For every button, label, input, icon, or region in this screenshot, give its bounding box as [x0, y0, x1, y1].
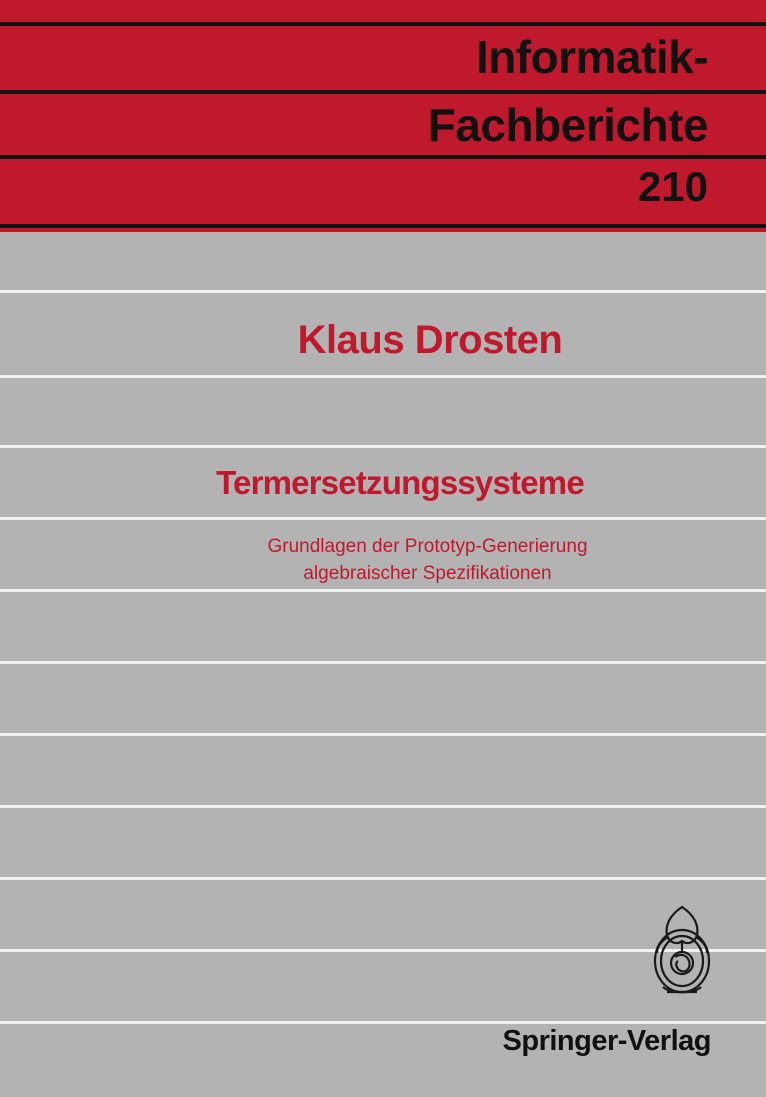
band-rule-second — [0, 90, 766, 94]
book-subtitle — [140, 533, 715, 587]
cover-rule — [0, 1021, 766, 1024]
series-title-line-1: Informatik- — [475, 31, 708, 83]
series-band — [0, 0, 766, 232]
band-rule-third — [0, 155, 766, 159]
book-title: Termersetzungssysteme — [216, 464, 584, 501]
cover-rule — [0, 661, 766, 664]
book-subtitle-line-1: Grundlagen der Prototyp-Generierung — [267, 536, 588, 557]
cover-rule — [0, 589, 766, 592]
springer-knight-logo-icon — [637, 895, 727, 1005]
book-subtitle-line-2: algebraischer Spezifikationen — [303, 563, 552, 584]
author-name: Klaus Drosten — [297, 318, 563, 362]
cover-rule — [0, 290, 766, 293]
series-volume-number: 210 — [637, 163, 708, 210]
band-rule-top — [0, 22, 766, 26]
cover-rule — [0, 375, 766, 378]
band-rule-bottom — [0, 224, 766, 228]
cover-rule — [0, 733, 766, 736]
cover-rule — [0, 445, 766, 448]
cover-rule — [0, 517, 766, 520]
cover-rule — [0, 877, 766, 880]
publisher-name: Springer-Verlag — [502, 1025, 711, 1057]
cover-rule — [0, 805, 766, 808]
series-title-line-2: Fachberichte — [427, 99, 708, 151]
